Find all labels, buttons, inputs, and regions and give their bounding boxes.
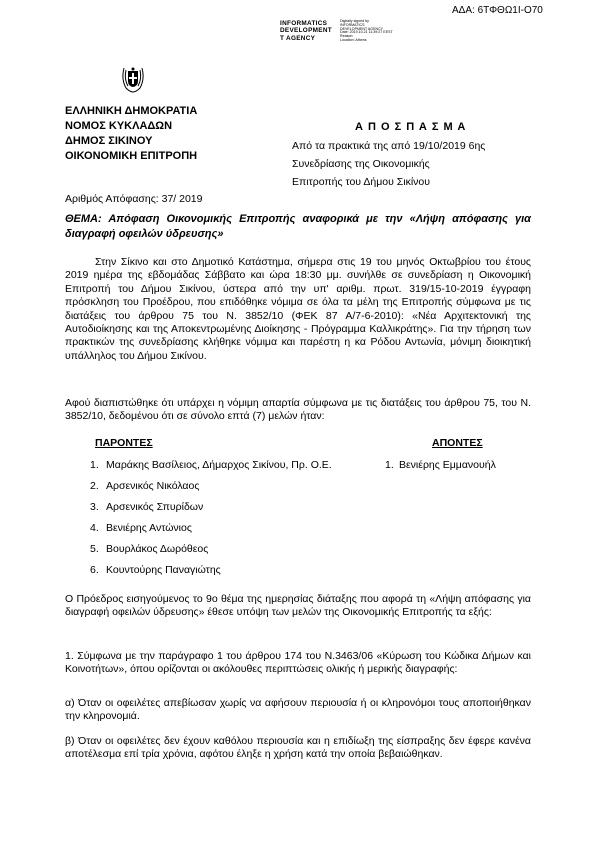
issuer-line: ΔΗΜΟΣ ΣΙΚΙΝΟΥ — [65, 135, 153, 147]
item-number: 4. — [90, 522, 99, 534]
logo-line: T AGENCY — [280, 34, 316, 42]
member-name: Αρσενικός Σπυρίδων — [106, 501, 204, 513]
list-item — [90, 459, 332, 480]
list-item — [90, 564, 332, 585]
member-name: Βενιέρης Εμμανουήλ — [399, 459, 496, 471]
list-item — [90, 501, 332, 522]
signature-line: Date: 2019.10.21 11:39:27 EEST — [340, 30, 393, 35]
quorum-paragraph: Αφού διαπιστώθηκε ότι υπάρχει η νόμιμη απαρτία σύμφωνα με τις διατάξεις του άρθρου 75, του Ν. 3852/10, δεδομένου ότι σε σύνολο επτά (7) μελών ήταν: — [65, 397, 531, 423]
subject: ΘΕΜΑ: Απόφαση Οικονομικής Επιτροπής αναφορικά με την «Λήψη απόφασης για διαγραφή οφειλών ύδρευσης» — [65, 213, 531, 240]
issuer-line: ΟΙΚΟΝΟΜΙΚΗ ΕΠΙΤΡΟΠΗ — [65, 150, 198, 162]
absent-heading: ΑΠΟΝΤΕΣ — [432, 437, 483, 449]
member-name: Μαράκης Βασίλειος, Δήμαρχος Σικίνου, Πρ. Ο.Ε. — [106, 459, 332, 471]
item-number: 1. — [385, 459, 394, 471]
issuer-block — [65, 104, 197, 164]
member-name: Αρσενικός Νικόλαος — [106, 480, 200, 492]
document-type-title: Α Π Ο Σ Π Α Σ Μ Α — [355, 121, 467, 133]
item-number: 3. — [90, 501, 99, 513]
signature-line: Digitally signed by — [340, 19, 369, 23]
chair-paragraph: Ο Πρόεδρος εισηγούμενος το 9ο θέμα της ημερησίας διάταξης που αφορά τη «Λήψη απόφασης για διαγραφή οφειλών ύδρευσης» έθεσε υπόψη των μελών της Οικονομικής Επιτροπής τα εξής: — [65, 593, 531, 619]
item-number: 1. — [90, 459, 99, 471]
item-number: 2. — [90, 480, 99, 492]
legal-basis-paragraph: 1. Σύμφωνα με την παράγραφο 1 του άρθρου 174 του Ν.3463/06 «Κύρωση του Κώδικα Δήμων και Κοινοτήτων», όπου ορίζονται οι ακόλουθες περιπτώσεις ολικής ή μερικής διαγραφής: — [65, 650, 531, 676]
minutes-line: Επιτροπής του Δήμου Σικίνου — [292, 176, 431, 188]
intro-paragraph: Στην Σίκινο και στο Δημοτικό Κατάστημα, σήμερα στις 19 του μηνός Οκτωβρίου του έτους 2019 ημέρα της εβδομάδας Σάββατο και ώρα 18:30 μμ. συνήλθε σε συνεδρίαση η Οικονομική Επιτροπή του Δήμου Σικίνου, ύστερα από την υπ' αριθμ. πρωτ. 319/15-10-2019 έγγραφη πρόσκληση του Προέδρου, που επιδόθηκε νόμιμα σε όλα τα μέλη της Επιτροπής σύμφωνα με τις διατάξεις του άρθρου 75 του Ν. 3852/10 (ΦΕΚ 87 Α/7-6-2010): «Νέα Αρχιτεκτονική της Αυτοδιοίκησης και της Αποκεντρωμένης Διοίκησης - Πρόγραμμα Καλλικράτης». Για την τήρηση των πρακτικών της συνεδρίασης κλήθηκε νόμιμα και παρέστη η κα Ρόδου Αντωνία, μόνιμη διοικητική υπάλληλος του Δήμου Σικίνου. — [65, 256, 531, 362]
case-a-paragraph: α) Όταν οι οφειλέτες απεβίωσαν χωρίς να αφήσουν περιουσία ή οι κληρονόμοι τους αποποιήθηκαν την κληρονομιά. — [65, 697, 531, 723]
member-name: Βενιέρης Αντώνιος — [106, 522, 192, 534]
decision-number: Αριθμός Απόφασης: 37/ 2019 — [65, 193, 203, 205]
case-b-paragraph: β) Όταν οι οφειλέτες δεν έχουν καθόλου περιουσία και η επιδίωξη της είσπραξης δεν έφερε κανένα αποτέλεσμα επί τρία χρόνια, αφότου έληξε η χρήση κατά την οποία βεβαιώθηκαν. — [65, 735, 531, 761]
minutes-line: Από τα πρακτικά της από 19/10/2019 6ης — [292, 140, 486, 152]
digital-signature-stamp — [280, 20, 400, 52]
list-item — [90, 543, 332, 564]
logo-line: INFORMATICS — [280, 20, 328, 27]
member-name: Κουντούρης Παναγιώτης — [106, 564, 221, 576]
logo-line: DEVELOPMENT — [280, 27, 332, 35]
item-number: 5. — [90, 543, 99, 555]
absent-list — [385, 459, 496, 472]
minutes-reference — [292, 137, 485, 191]
ada-code: ΑΔΑ: 6ΤΦΘΩ1Ι-Ο70 — [452, 5, 543, 16]
present-list — [90, 459, 332, 585]
list-item — [385, 459, 496, 472]
signature-line: Location: Athens — [340, 37, 367, 42]
signature-line: Reason: — [340, 34, 354, 39]
item-number: 6. — [90, 564, 99, 576]
signature-line: INFORMATICS — [340, 22, 365, 27]
signature-line: DEVELOPMENT AGENCY — [340, 26, 384, 31]
list-item — [90, 522, 332, 543]
issuer-line: ΝΟΜΟΣ ΚΥΚΛΑΔΩΝ — [65, 120, 173, 132]
present-heading: ΠΑΡΟΝΤΕΣ — [95, 437, 153, 449]
greek-emblem-icon — [118, 64, 148, 94]
member-name: Βουρλάκος Δωρόθεος — [106, 543, 209, 555]
issuer-line: ΕΛΛΗΝΙΚΗ ΔΗΜΟΚΡΑΤΙΑ — [65, 105, 198, 117]
list-item — [90, 480, 332, 501]
minutes-line: Συνεδρίασης της Οικονομικής — [292, 158, 430, 170]
